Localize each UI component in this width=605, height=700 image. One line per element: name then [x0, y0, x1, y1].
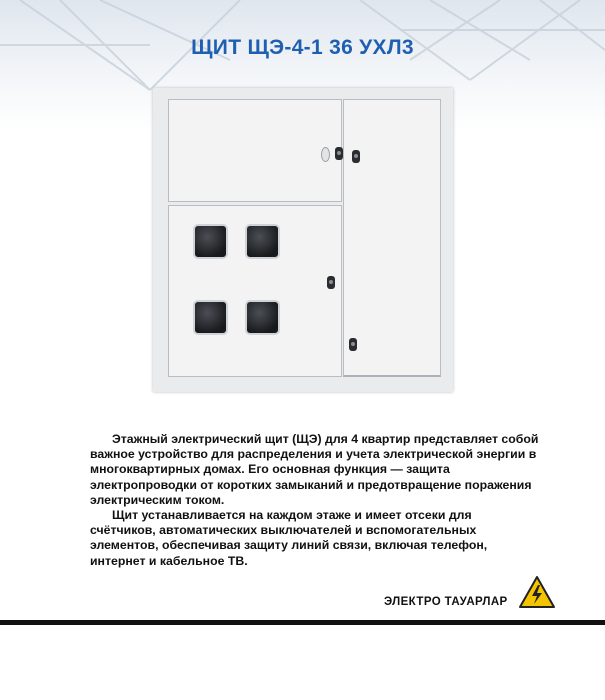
lock-icon	[349, 338, 357, 351]
footer-bar	[0, 620, 605, 625]
lock-icon	[335, 147, 343, 160]
high-voltage-warning-icon	[518, 575, 556, 609]
brand-name: ЭЛЕКТРО ТАУАРЛАР	[384, 596, 508, 608]
lock-icon	[327, 276, 335, 289]
electrical-cabinet-image	[153, 88, 453, 392]
description-text	[90, 432, 540, 569]
description-paragraph-2: Щит устанавливается на каждом этаже и имеет отсеки для счётчиков, автоматических выключателей и вспомогательных элементов, обеспечивая защиту линий связи, включая телефон, интернет и кабельное ТВ.	[90, 508, 488, 568]
cabinet-meter-door	[168, 205, 342, 377]
meter-window	[245, 224, 280, 259]
page-title: ЩИТ ЩЭ-4-1 36 УХЛ3	[191, 36, 414, 59]
description-paragraph-1: Этажный электрический щит (ЩЭ) для 4 квартир представляет собой важное устройство для распределения и учета электрической энергии в многоквартирных домах. Его основная функция — защита электропроводки от коротких замыканий и предотвращение поражения электрическим током.	[90, 432, 539, 507]
lock-icon	[352, 150, 360, 163]
door-handle	[321, 147, 330, 162]
cabinet-side-door	[343, 99, 441, 377]
meter-window	[245, 300, 280, 335]
cabinet-top-door	[168, 99, 342, 202]
meter-window	[193, 224, 228, 259]
meter-window	[193, 300, 228, 335]
